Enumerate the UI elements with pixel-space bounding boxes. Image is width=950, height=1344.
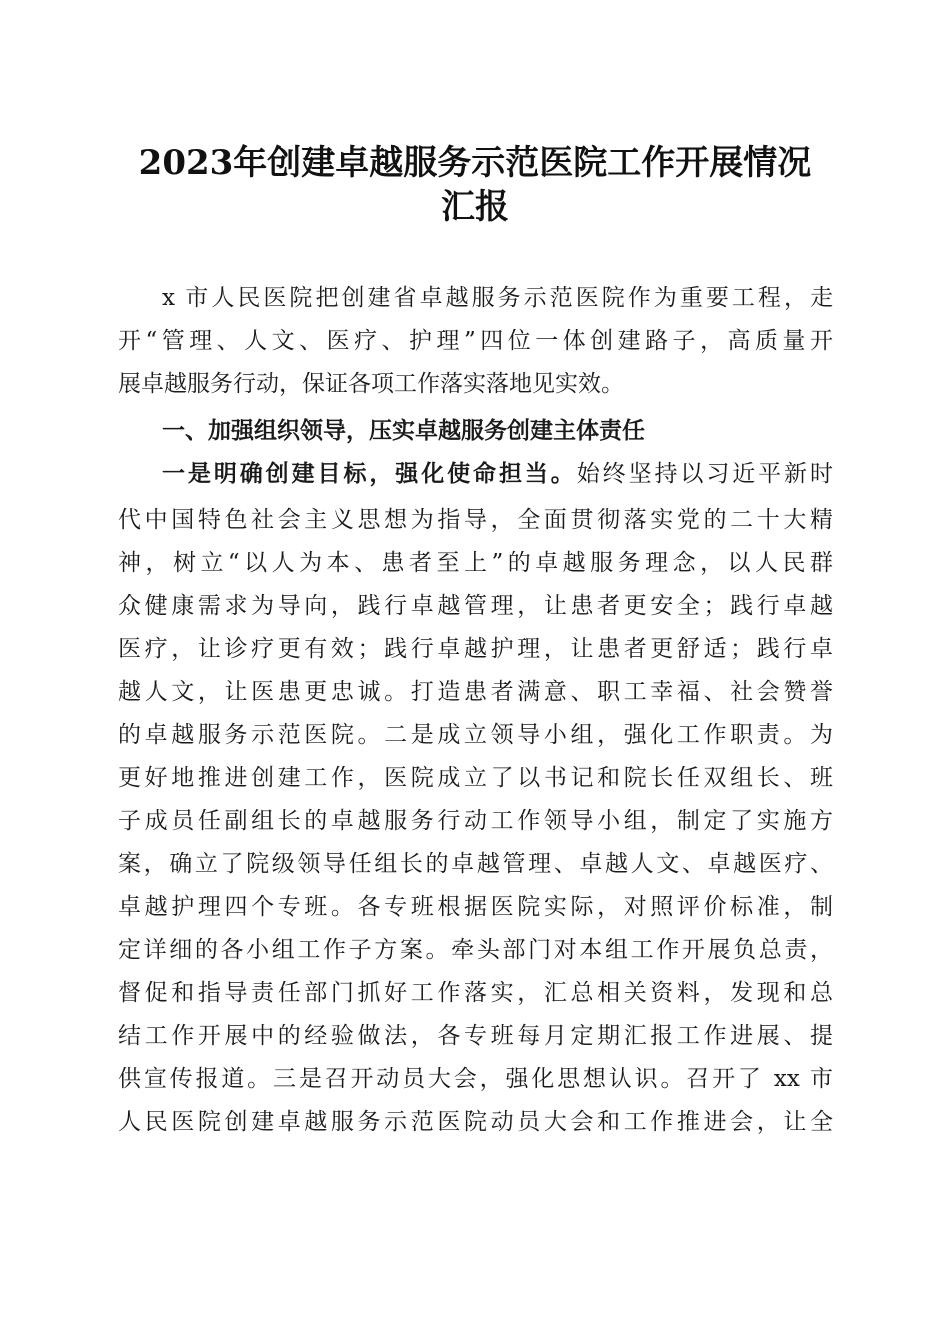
document-title-line1: 2023年创建卓越服务示范医院工作开展情况 bbox=[138, 143, 812, 183]
para-1-line-7: 的卓越服务示范医院。二是成立领导小组，强化工作职责。为 bbox=[118, 722, 833, 748]
para-1-line-2: 代中国特色社会主义思想为指导，全面贯彻落实党的二十大精 bbox=[118, 507, 833, 533]
para-1-line-14: 结工作开展中的经验做法，各专班每月定期汇报工作进展、提 bbox=[118, 1023, 833, 1049]
para-1-line-11: 卓越护理四个专班。各专班根据医院实际，对照评价标准，制 bbox=[118, 894, 833, 920]
para-1-line-6: 越人文，让医患更忠诚。打造患者满意、职工幸福、社会赞誉 bbox=[118, 679, 833, 705]
para-1-line-12: 定详细的各小组工作子方案。牵头部门对本组工作开展负总责， bbox=[118, 937, 833, 963]
para-1-line-4: 众健康需求为导向，践行卓越管理，让患者更安全；践行卓越 bbox=[118, 593, 833, 619]
para-1-line-9: 子成员任副组长的卓越服务行动工作领导小组，制定了实施方 bbox=[118, 808, 833, 834]
section-1-heading: 一、加强组织领导，压实卓越服务创建主体责任 bbox=[162, 417, 645, 444]
para-1-lead: 一是明确创建目标，强化使命担当。 bbox=[162, 460, 577, 487]
para-1-first-rest: 始终坚持以习近平新时 bbox=[576, 461, 834, 487]
para-1-line-10: 案，确立了院级领导任组长的卓越管理、卓越人文、卓越医疗、 bbox=[118, 851, 833, 877]
para-1-line-13: 督促和指导责任部门抓好工作落实，汇总相关资料，发现和总 bbox=[118, 980, 833, 1006]
para-1-line-5: 医疗，让诊疗更有效；践行卓越护理，让患者更舒适；践行卓 bbox=[118, 636, 833, 662]
para-1-line-1 bbox=[162, 459, 833, 489]
intro-line-2: 开“管理、人文、医疗、护理”四位一体创建路子，高质量开 bbox=[118, 328, 833, 354]
para-1-line-8: 更好地推进创建工作，医院成立了以书记和院长任双组长、班 bbox=[118, 765, 833, 791]
intro-line-1: x 市人民医院把创建省卓越服务示范医院作为重要工程，走 bbox=[162, 285, 833, 311]
para-1-line-3: 神，树立“以人为本、患者至上”的卓越服务理念，以人民群 bbox=[118, 550, 833, 576]
para-1-line-16: 人民医院创建卓越服务示范医院动员大会和工作推进会，让全 bbox=[118, 1109, 833, 1135]
intro-line-3: 展卓越服务行动，保证各项工作落实落地见实效。 bbox=[118, 371, 624, 397]
para-1-line-15: 供宣传报道。三是召开动员大会，强化思想认识。召开了 xx 市 bbox=[118, 1066, 833, 1092]
document-title-line2: 汇报 bbox=[441, 187, 509, 227]
